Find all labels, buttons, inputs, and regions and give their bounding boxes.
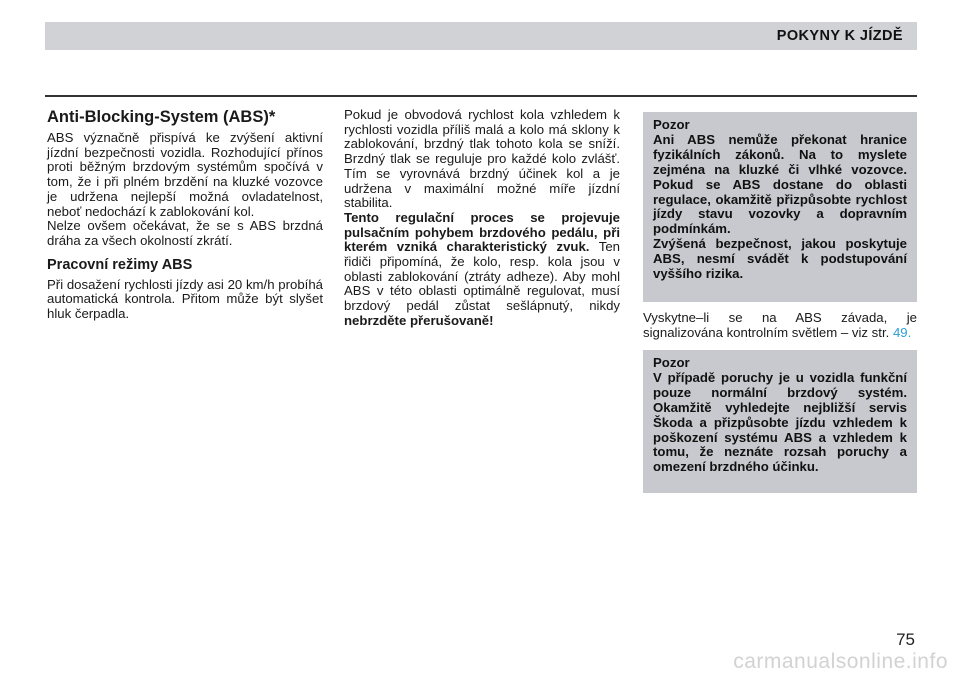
header-bar: [45, 22, 917, 50]
abs-modes-subtitle: Pracovní režimy ABS: [47, 256, 193, 273]
abs-section-title: Anti-Blocking-System (ABS)*: [47, 108, 276, 126]
no-interrupted-braking-warning: nebrzděte přerušovaně!: [344, 312, 494, 328]
warning-fault-text: V případě poruchy je u vozidla funkční pouze normální brzdový systém. Okamžitě vyhledejte nejbližší servis Škoda a přizpůsobte jízdu vzhledem k poškození systému ABS a vzhledem k tomu, že neznáte rozsah poruchy a omezení brzdného účinku.: [653, 369, 907, 475]
pedal-pulsation-paragraph: [344, 211, 620, 329]
warning-risk-text: Zvýšená bezpečnost, jakou poskytuje ABS, nesmí svádět k podstupování vyššího rizika.: [653, 236, 907, 282]
abs-braking-distance-paragraph: Nelze ovšem očekávat, že se s ABS brzdná dráha za všech okolností zkrátí.: [47, 218, 323, 248]
page-reference-link[interactable]: 49.: [892, 324, 912, 340]
section-header-title: POKYNY K JÍZDĚ: [776, 28, 903, 44]
warning-physics-text: Ani ABS nemůže překonat hranice fyzikálních zákonů. Na to myslete zejména na kluzké či vlhké vozovce. Pokud se ABS dostane do oblasti regulace, okamžitě přizpůsobte rychlost jízdy stavu vozovky a dopravním podmínkám.: [653, 131, 907, 237]
middle-column: [344, 108, 620, 329]
pedal-pulsation-bold: Tento regulační proces se projevuje pulsačním pohybem brzdového pedálu, při kterém vzniká charakteristický zvuk.: [344, 209, 620, 255]
warning-heading: Pozor: [653, 117, 690, 132]
abs-fault-note: [643, 311, 917, 340]
abs-intro-paragraph: ABS význačně přispívá ke zvýšení aktivní jízdní bezpečnosti vozidla. Rozhodující přínos proti běžným brzdovým systémům spočívá v tom, že i při plném brzdění na kluzké vozovce je udržena nejlepší možná ovladatelnost, neboť nedochází k zablokování kol.: [47, 130, 323, 219]
warning-box-physics: [643, 112, 917, 302]
warning-box-fault: [643, 350, 917, 493]
abs-fault-note-body: Vyskytne–li se na ABS závada, je signalizována kontrolním světlem – viz str.: [643, 310, 917, 340]
regulation-paragraph: Pokud je obvodová rychlost kola vzhledem k rychlosti vozidla příliš malá a kolo má sklony k zablokování, brzdný tlak tohoto kola se sníží. Brzdný tlak se reguluje pro každé kolo zvlášť. Tím se vyrovnává brzdný účinek kol a je udržena v maximální možné míře jízdní stabilita.: [344, 107, 620, 211]
page-number: 75: [896, 630, 915, 649]
site-watermark: carmanualsonline.info: [733, 650, 948, 673]
abs-fault-note-text: [643, 311, 917, 340]
divider-rule: [45, 95, 917, 97]
pedal-pulsation-text: Ten řidiči připomíná, že kolo, resp. kola jsou v oblasti zablokování (ztráty adheze). Aby mohl ABS v této oblasti optimálně regulovat, musí brzdový pedál zůstat sešlápnutý, nikdy: [344, 239, 621, 314]
abs-modes-paragraph: Při dosažení rychlosti jízdy asi 20 km/h probíhá automatická kontrola. Přitom může být slyšet hluk čerpadla.: [47, 276, 323, 322]
left-column: [47, 108, 323, 322]
warning-heading: Pozor: [653, 355, 690, 370]
